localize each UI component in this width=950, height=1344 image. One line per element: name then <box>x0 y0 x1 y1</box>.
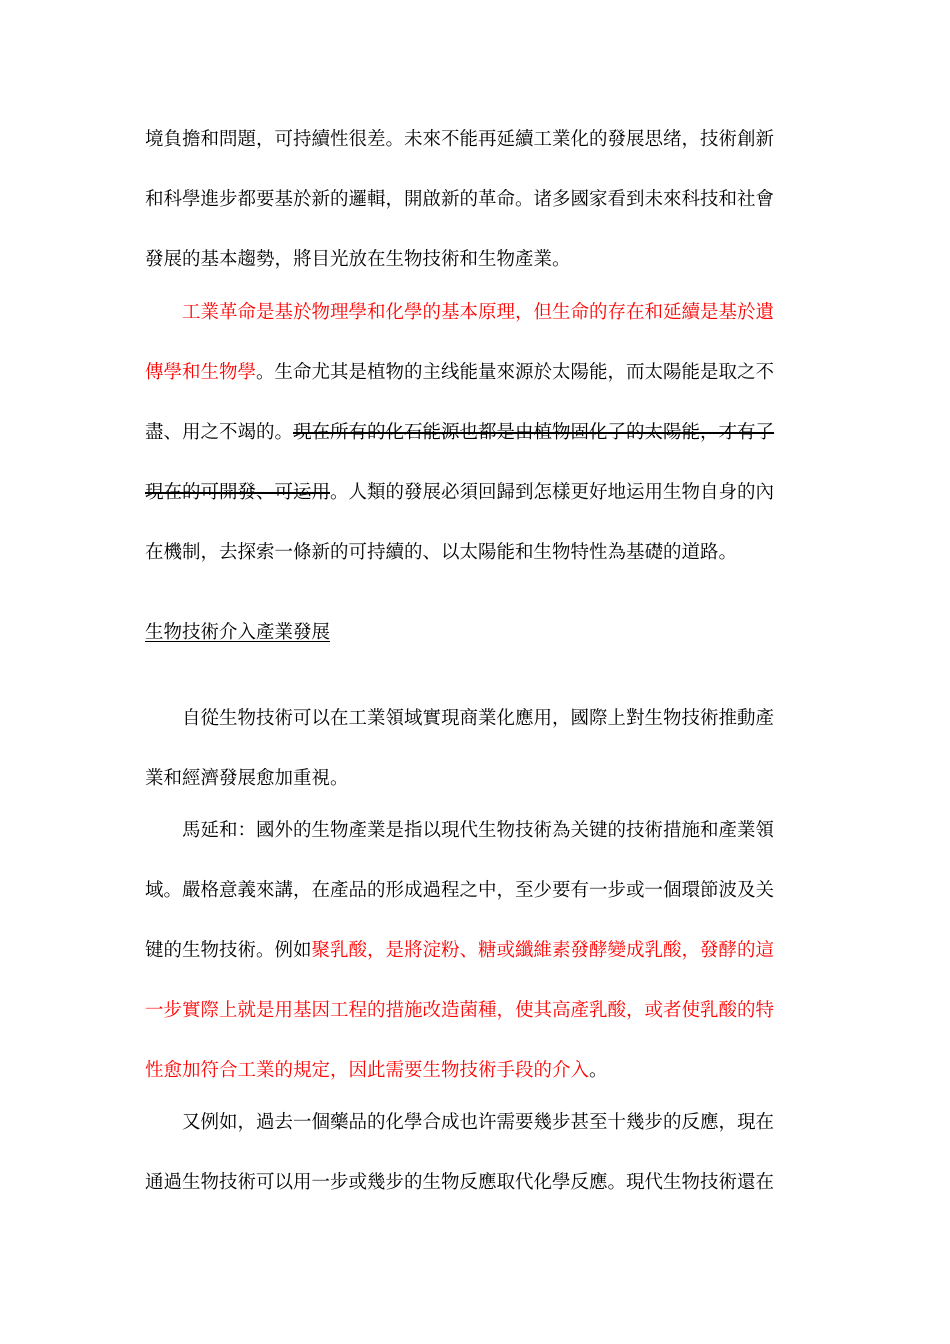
text-run: 自從生物技術可以在工業領域實現商業化應用，國際上對生物技術推動產 <box>182 708 775 729</box>
highlighted-text-run: 性愈加符合工業的規定，因此需要生物技術手段的介入 <box>145 1060 590 1081</box>
text-run: 。生命尤其是植物的主线能量來源於太陽能，而太陽能是取之不 <box>256 362 775 383</box>
strikethrough-text-run: 現在所有的化石能源也都是由植物固化了的太陽能，才有了 <box>293 422 775 443</box>
paragraph-line <box>145 420 805 446</box>
paragraph-line <box>145 706 842 732</box>
paragraph-line <box>145 818 842 844</box>
text-run: 業和經濟發展愈加重視。 <box>145 768 349 789</box>
text-run: 键的生物技術。例如 <box>145 940 312 961</box>
highlighted-text-run: 傳學和生物學 <box>145 362 257 383</box>
text-run: 盡、用之不竭的。 <box>145 422 294 443</box>
paragraph-line <box>145 1058 805 1084</box>
paragraph-line <box>145 540 805 566</box>
paragraph-line <box>145 766 805 792</box>
paragraph-line <box>145 187 805 213</box>
text-run: 和科學進步都要基於新的邏輯，開啟新的革命。诸多國家看到未來科技和社會 <box>145 189 775 210</box>
paragraph-line <box>145 878 805 904</box>
section-heading <box>145 620 805 646</box>
paragraph-line-highlighted <box>145 998 805 1024</box>
text-run: 通過生物技術可以用一步或幾步的生物反應取代化學反應。現代生物技術還在 <box>145 1172 775 1193</box>
paragraph-line <box>145 247 805 273</box>
paragraph-line <box>145 127 805 153</box>
strikethrough-text-run: 現在的可開發、可运用 <box>145 482 331 503</box>
text-run: 。 <box>589 1060 608 1081</box>
paragraph-line <box>145 480 805 506</box>
paragraph-line <box>145 938 805 964</box>
text-run: 又例如，過去一個藥品的化學合成也许需要幾步甚至十幾步的反應，現在 <box>182 1112 775 1133</box>
text-run: 境負擔和問題，可持續性很差。未來不能再延續工業化的發展思绪，技術創新 <box>145 129 775 150</box>
text-run: 在機制，去探索一條新的可持續的、以太陽能和生物特性為基礎的道路。 <box>145 542 738 563</box>
text-run: 發展的基本趨勢，將目光放在生物技術和生物產業。 <box>145 249 571 270</box>
paragraph-line-highlighted <box>145 300 842 326</box>
highlighted-text-run: 聚乳酸，是將淀粉、糖或纖維素發酵變成乳酸，發酵的這 <box>311 940 775 961</box>
highlighted-text-run: 一步實際上就是用基因工程的措施改造菌種，使其高產乳酸，或者使乳酸的特 <box>145 1000 775 1021</box>
paragraph-line <box>145 1170 805 1196</box>
paragraph-line <box>145 360 805 386</box>
highlighted-text-run: 工業革命是基於物理學和化學的基本原理，但生命的存在和延續是基於遺 <box>182 302 775 323</box>
text-run: 。人類的發展必須回歸到怎樣更好地运用生物自身的內 <box>330 482 775 503</box>
paragraph-line <box>145 1110 842 1136</box>
section-heading-text: 生物技術介入產業發展 <box>145 622 331 643</box>
text-run: 域。嚴格意義來講，在產品的形成過程之中，至少要有一步或一個環節波及关 <box>145 880 775 901</box>
text-run: 馬延和：國外的生物產業是指以現代生物技術為关键的技術措施和產業領 <box>182 820 775 841</box>
